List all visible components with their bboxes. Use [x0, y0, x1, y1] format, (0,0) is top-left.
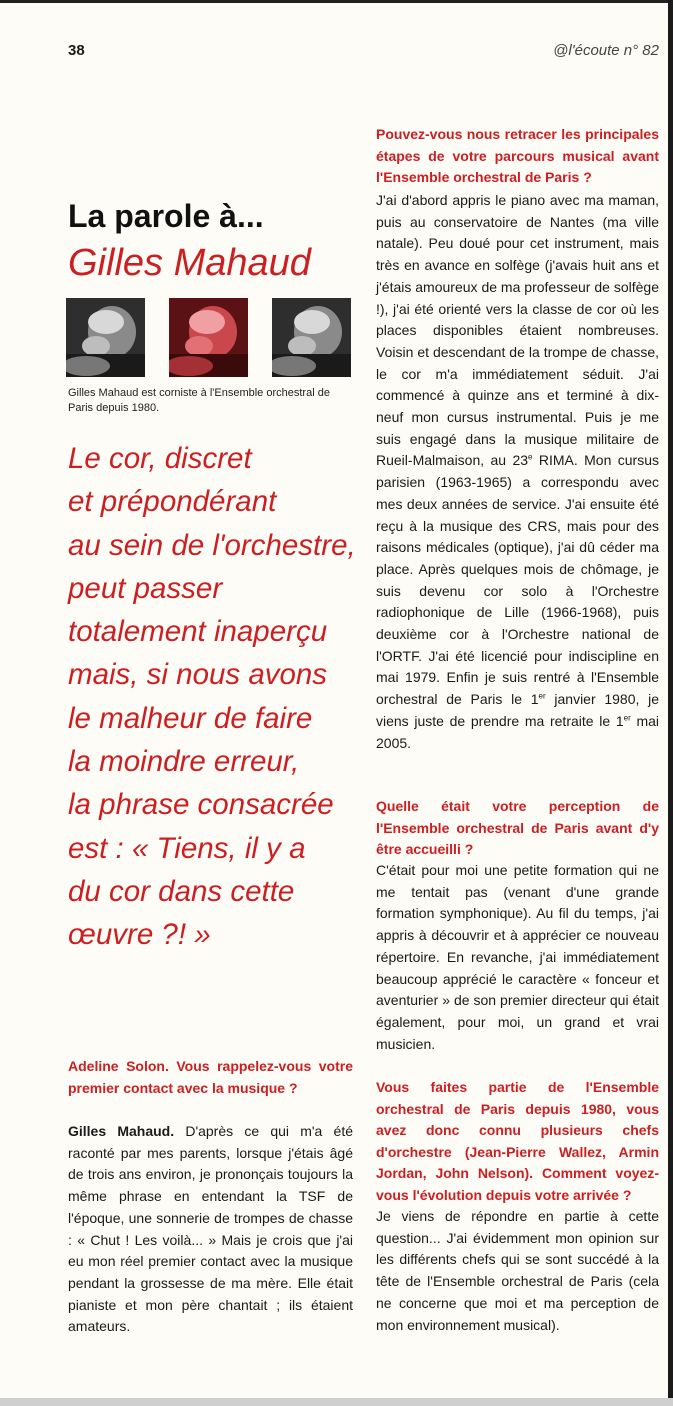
pull-quote — [68, 437, 368, 957]
pull-quote-line: œuvre ?! » — [68, 918, 211, 952]
answer-text: janvier 1980, je viens juste de prendre ma retraite le 1 — [376, 691, 660, 729]
answer-text: mai 2005. — [376, 712, 659, 751]
interview-answer-2 — [376, 190, 659, 754]
superscript: er — [538, 691, 546, 701]
scan-edge-bottom — [0, 1398, 673, 1406]
pull-quote-line: mais, si nous avons — [68, 658, 328, 692]
page-number: 38 — [68, 42, 85, 59]
speaker-name: Gilles Mahaud. — [68, 1123, 175, 1139]
interview-answer-4: Je viens de répondre en partie à cette question... J'ai évidemment mon opinion sur les différents chefs qui se sont succédé à la tête de l'Ensemble orchestral de Paris (cela ne concerne que moi et ma perception de mon environnement musical). — [376, 1208, 659, 1333]
interview-question-1: Adeline Solon. Vous rappelez-vous votre premier contact avec la musique ? — [68, 1058, 353, 1096]
portrait-photo-1 — [66, 298, 145, 377]
interview-question-2: Pouvez-vous nous retracer les principales étapes de votre parcours musical avant l'Ensemble orchestral de Paris ? — [376, 126, 659, 185]
interview-answer-3: C'était pour moi une petite formation qui ne me tentait pas (venant d'une grande formation symphonique). Au fil du temps, j'ai appris à découvrir et à apprécier ce nouveau répertoire. En revanche, j'ai immédiatement beaucoup apprécié le caractère « fonceur et aventurier » de son premier directeur qui était également, pour moi, un grand et vrai musicien. — [376, 862, 659, 1052]
scan-edge-top — [0, 0, 673, 3]
portrait-photo-2-red — [169, 298, 248, 377]
superscript: e — [528, 452, 533, 462]
pull-quote-line: peut passer — [68, 571, 223, 605]
pull-quote-line: la phrase consacrée — [68, 788, 334, 822]
pull-quote-line: est : « Tiens, il y a — [68, 831, 306, 865]
scan-edge-right — [668, 0, 673, 1406]
pull-quote-line: du cor dans cette — [68, 874, 295, 908]
superscript: er — [623, 713, 631, 723]
headline-kicker: La parole à... — [68, 198, 264, 234]
answer-text: J'ai d'abord appris le piano avec ma maman, puis au conservatoire de Nantes (ma ville natale). Peu doué pour cet instrument, mais très en avance en solfège (j'avais huit ans et j'étais amoureux de ma professeur de solfège !), j'ai été orienté vers la classe de cor où les places disponibles étaient nombreuses. Voisin et descendant de la trompe de chasse, le cor m'a immédiatement séduit. J'ai commencé à quinze ans et terminé à dix-neuf mon cursus instrumental. Puis je me suis engagé dans la musique militaire de Rueil-Malmaison, au 23 — [376, 192, 659, 469]
portrait-photo-3 — [272, 298, 351, 377]
photo-caption: Gilles Mahaud est corniste à l'Ensemble orchestral de Paris depuis 1980. — [68, 387, 330, 414]
interview-question-3: Quelle était votre perception de l'Ensemble orchestral de Paris avant d'y être accueilli ? — [376, 798, 659, 857]
pull-quote-line: la moindre erreur, — [68, 745, 300, 779]
pull-quote-line: le malheur de faire — [68, 701, 313, 735]
interview-question-4: Vous faites partie de l'Ensemble orchestral de Paris depuis 1980, vous avez donc connu plusieurs chefs d'orchestre (Jean-Pierre Wallez, Armin Jordan, John Nelson). Comment voyez-vous l'évolution depuis votre arrivée ? — [376, 1079, 659, 1203]
pull-quote-line: et prépondérant — [68, 485, 277, 519]
running-title: @l'écoute n° 82 — [553, 42, 659, 59]
interview-answer-1 — [68, 1121, 353, 1338]
answer-text: RIMA. Mon cursus parisien (1963-1965) a correspondu avec mes deux années de service. J'ai ensuite été reçu à la musique des CRS, mais pour des raisons médicales (optique), j'ai dû céder ma place. Après quelques mois de chômage, je suis devenu cor solo à l'Orchestre radiophonique de Lille (1966-1968), puis deuxième cor à l'Orchestre national de l'ORTF. J'ai été licencié pour indiscipline en mai 1979. Enfin je suis rentré à l'Ensemble orchestral de Paris le 1 — [376, 452, 659, 708]
pull-quote-line: Le cor, discret — [68, 442, 252, 475]
headline-name: Gilles Mahaud — [68, 242, 311, 284]
answer-text: D'après ce qui m'a été raconté par mes parents, lorsque j'étais âgé de trois ans environ, je prononçais toujours la même phrase en entendant la TSF de l'époque, une sonnerie de trompes de chasse : « Chut ! Les voilà... » Mais je crois que j'ai eu mon réel premier contact avec la musique pendant la grossesse de ma mère. Elle était pianiste et mon père chantait ; ils étaient amateurs. — [68, 1123, 353, 1335]
pull-quote-line: totalement inaperçu — [68, 615, 328, 649]
pull-quote-line: au sein de l'orchestre, — [68, 528, 356, 562]
